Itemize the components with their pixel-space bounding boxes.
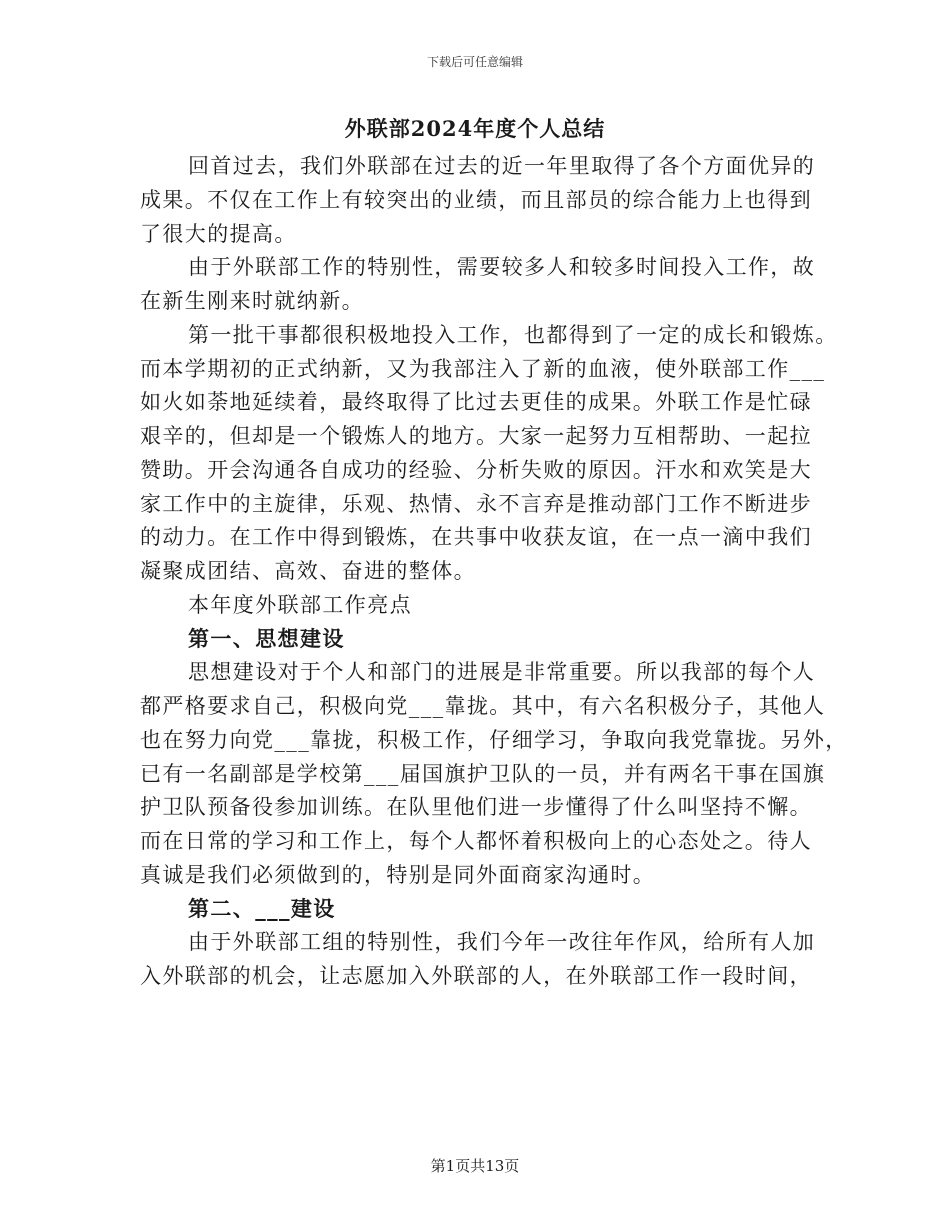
- body-text-line: 而在日常的学习和工作上，每个人都怀着积极向上的心态处之。待人: [140, 829, 812, 853]
- body-text-line: 艰辛的，但却是一个锻炼人的地方。大家一起努力互相帮助、一起拉: [140, 424, 812, 448]
- body-text-line: 已有一名副部是学校第___届国旗护卫队的一员，并有两名干事在国旗: [140, 761, 826, 786]
- body-text-line: 在新生刚来时就纳新。: [140, 289, 364, 313]
- body-text-line: 由于外联部工作的特别性，需要较多人和较多时间投入工作，故: [188, 255, 816, 280]
- document-title: 外联部2024年度个人总结: [344, 116, 606, 141]
- body-text-line: 本年度外联部工作亮点: [188, 592, 412, 617]
- section-heading: 第二、___建设: [188, 895, 336, 921]
- header-note: 下载后可任意编辑: [426, 55, 523, 69]
- body-text-line: 家工作中的主旋律，乐观、热情、永不言弃是推动部门工作不断进步: [140, 491, 812, 516]
- body-text-line: 如火如荼地延续着，最终取得了比过去更佳的成果。外联工作是忙碌: [140, 390, 812, 415]
- body-text-line: 而本学期初的正式纳新，又为我部注入了新的血液，使外联部工作___: [140, 356, 826, 381]
- body-text-line: 思想建设对于个人和部门的进展是非常重要。所以我部的每个人: [188, 660, 816, 685]
- body-text-line: 真诚是我们必须做到的，特别是同外面商家沟通时。: [140, 862, 656, 887]
- body-text-line: 也在努力向党___靠拢，积极工作，仔细学习，争取向我党靠拢。另外，: [140, 727, 848, 752]
- body-text-line: 了很大的提高。: [140, 221, 297, 246]
- body-text-line: 凝聚成团结、高效、奋进的整体。: [140, 559, 476, 583]
- body-text-line: 第一批干事都很积极地投入工作，也都得到了一定的成长和锻炼。: [188, 322, 838, 347]
- body-text-line: 由于外联部工组的特别性，我们今年一改往年作风，给所有人加: [188, 930, 816, 955]
- body-text-line: 赞助。开会沟通各自成功的经验、分析失败的原因。汗水和欢笑是大: [140, 457, 812, 482]
- body-text-line: 护卫队预备役参加训练。在队里他们进一步懂得了什么叫坚持不懈。: [140, 795, 812, 820]
- body-text-line: 回首过去，我们外联部在过去的近一年里取得了各个方面优异的: [188, 154, 816, 178]
- body-text-line: 入外联部的机会，让志愿加入外联部的人，在外联部工作一段时间，: [140, 964, 812, 988]
- body-text-line: 都严格要求自己，积极向党___靠拢。其中，有六名积极分子，其他人: [140, 694, 826, 718]
- body-text-line: 的动力。在工作中得到锻炼，在共事中收获友谊，在一点一滴中我们: [140, 525, 812, 550]
- page-footer: 第1页共13页: [430, 1157, 520, 1175]
- body-text-line: 成果。不仅在工作上有较突出的业绩，而且部员的综合能力上也得到: [140, 187, 812, 212]
- section-heading: 第一、思想建设: [188, 625, 345, 651]
